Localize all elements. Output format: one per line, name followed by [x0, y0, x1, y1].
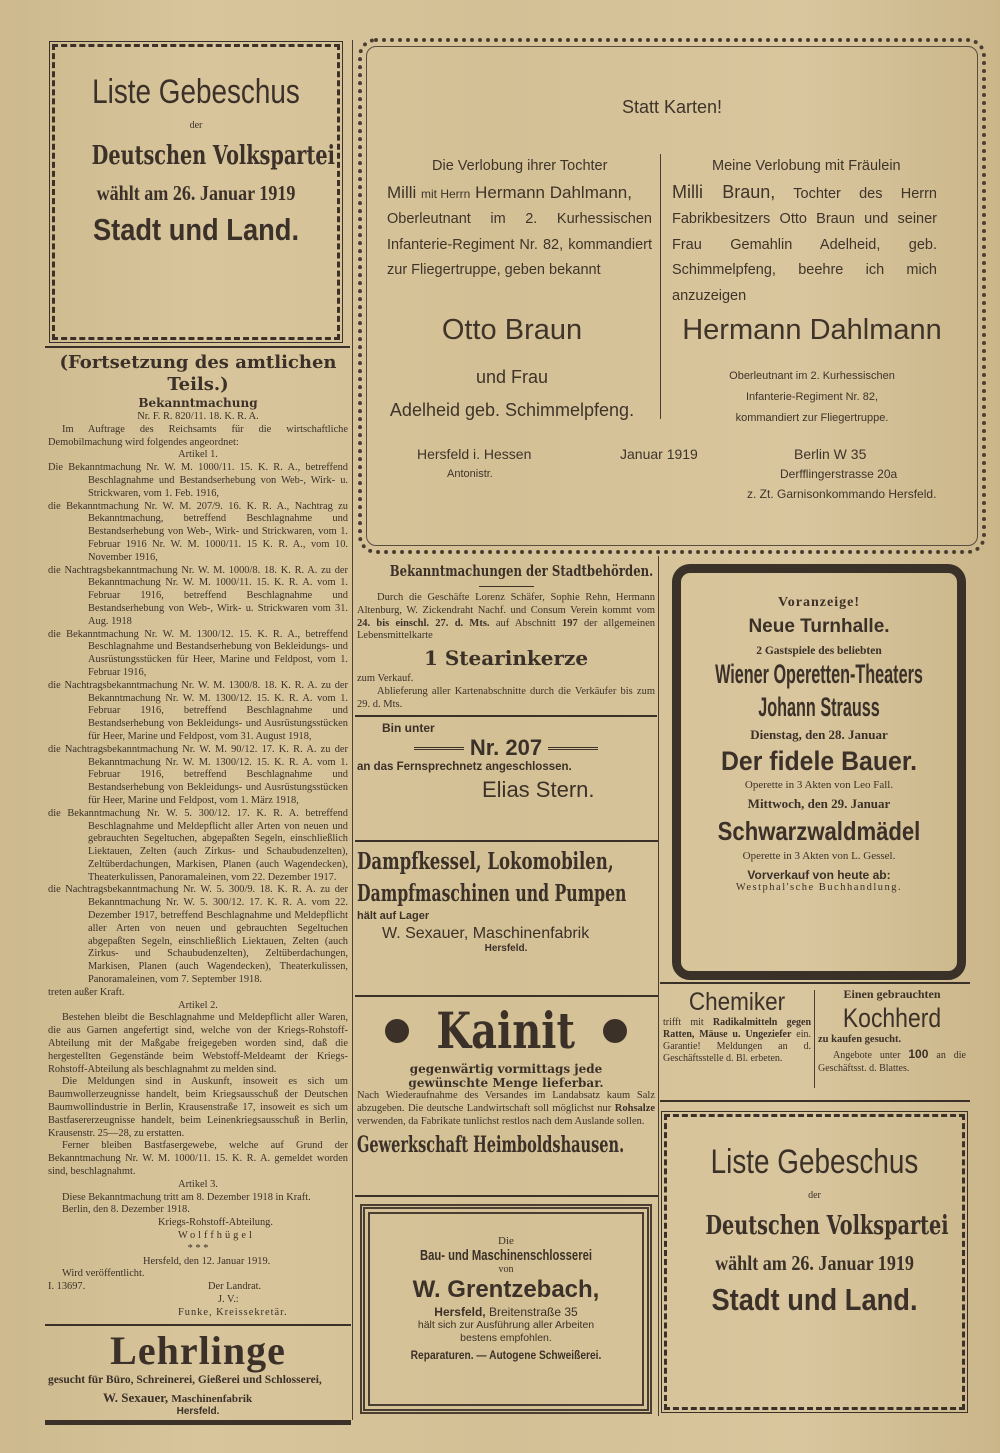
- grentze-services: Reparaturen. — Autogene Schweißerei.: [410, 1348, 602, 1362]
- grentze-name: W. Grentzebach,: [412, 1276, 600, 1303]
- groom-unit: kommandiert zur Fliegertruppe.: [735, 412, 889, 424]
- right-street: Derfflingerstrasse 20a: [780, 467, 898, 481]
- lehrlinge-title: Lehrlinge: [110, 1327, 286, 1373]
- mother-name: Adelheid geb. Schimmelpfeng.: [389, 400, 635, 420]
- double-rule-icon: [548, 747, 598, 750]
- lehrlinge-ad: [48, 1326, 348, 1417]
- left-street: Antonistr.: [447, 468, 493, 480]
- ad-party: Deutschen Volkspartei: [91, 141, 335, 171]
- left-column: [48, 352, 348, 1420]
- chemiker-text-a: trifft mit: [663, 1017, 704, 1028]
- middle-column-top: [357, 562, 655, 803]
- lehrlinge-gesucht: gesucht: [48, 1373, 86, 1386]
- kainit-text-b: verwenden, da Fabrikate tunlichst restlos nach dem Auslande sollen.: [357, 1115, 645, 1127]
- engagement-announcement: [358, 38, 986, 554]
- kochherd-intro: Einen gebrauchten: [843, 987, 941, 1001]
- grentze-die: Die: [498, 1235, 514, 1247]
- ad-der: der: [189, 120, 203, 131]
- kainit-rohsalze: Rohsalze: [614, 1102, 656, 1114]
- kainit-title: Kainit: [436, 1001, 576, 1061]
- article-1-item: die Bekanntmachung Nr. W. M. 207/9. 16. K. R. A., Nachtrag zu Bekanntmachung, betreffend Beschlagnahme und Bestandserhebung von Web-, Wirk- und Strickwaren, vom 1. Februar 1916 Nr. W. M. 1000/11. 15 K. R. A., vom 10. November 1916,: [48, 500, 348, 563]
- sexauer-city: Hersfeld.: [484, 943, 528, 954]
- divider: [355, 715, 657, 717]
- phone-ad: [357, 721, 655, 803]
- stadt-text: [357, 592, 655, 643]
- lehrlinge-firm-type: Maschinenfabrik: [171, 1392, 253, 1405]
- theatre-play-1-info: Operette in 3 Akten von Leo Fall.: [744, 779, 894, 791]
- engagement-left-text: [387, 154, 652, 284]
- sexauer-title-1: Dampfkessel, Lokomobilen,: [357, 848, 614, 875]
- theatre-presale: Vorverkauf von heute ab:: [747, 868, 891, 882]
- grentzebach-ad: [360, 1204, 652, 1414]
- grentze-text: hält sich zur Ausführung aller Arbeiten bestens empfohlen.: [417, 1319, 595, 1344]
- phone-text: an das Fernsprechnetz angeschlossen.: [357, 760, 572, 773]
- place-date: Berlin, den 8. Dezember 1918.: [62, 1204, 190, 1216]
- kochherd-sub: zu kaufen gesucht.: [818, 1034, 902, 1045]
- article-1-item: die Nachtragsbekanntmachung Nr. W. M. 1300/8. 18. K. R. A. zu der Bekanntmachung Nr. W. M. 1300/12. 15. K. R. A. vom 1. Februar 1916, betreffend Beschlagnahme und Bestandserhebung von Bekleidungs- und Ausrüstungsstücken für Heer, Marine und Feldpost, vom 31. August 1918,: [48, 679, 348, 742]
- divider: [355, 995, 658, 997]
- phone-owner: Elias Stern.: [482, 776, 595, 802]
- chemiker-text: [663, 1017, 811, 1065]
- left-place: Hersfeld i. Hessen: [417, 446, 532, 462]
- kochherd-ad: [818, 987, 966, 1075]
- article-2-heading: Artikel 2.: [178, 999, 218, 1011]
- stadt-text-a: Durch die Geschäfte Lorenz Schäfer, Sophie Rehn, Hermann Altenburg, W. Zickendraht Nachf. und Consum Verein kommt vom: [357, 592, 655, 616]
- ad-vote: wählt am 26. Januar 1919: [715, 1251, 914, 1275]
- grentze-title: Bau- und Maschinenschlosserei: [420, 1247, 592, 1264]
- kainit-text: [357, 1090, 655, 1128]
- stadt-notice: [357, 562, 655, 712]
- ad-der: der: [808, 1190, 821, 1201]
- engagement-heading: Statt Karten!: [621, 97, 723, 117]
- article-1-item: die Nachtragsbekanntmachung Nr. W. M. 90/12. 17. K. R. A. zu der Bekanntmachung Nr. W. M. 1300/12. 15. K. R. A. vom 1. Februar 1916, betreffend Beschlagnahme und Bestandserhebung von Bekleidungs- und Ausrüstungsstücken für Heer, Marine und Feldpost, vom 1. März 1918,: [48, 743, 348, 806]
- published-note: Wird veröffentlicht.: [62, 1268, 145, 1280]
- column-divider: [658, 556, 659, 1416]
- article-1-end: treten außer Kraft.: [48, 986, 125, 998]
- ad-vote: wählt am 26. Januar 1919: [96, 181, 296, 205]
- right-bride-name: Milli Braun,: [672, 181, 776, 202]
- theatre-venue: Neue Turnhalle.: [748, 616, 890, 637]
- article-2-paragraph: Die Meldungen sind in Auskunft, insoweit es sich um Baumwollerzeugnisse handelt, beim Kriegsausschuß der Deutschen Baumwollindustrie in Berlin, Krausenstraße 17, insoweit es sich um Bastfasererzeugnisse handelt, beim Leinenkriegsausschuß in Berlin, Krausenstr. 25—28, zu erstatten.: [48, 1076, 348, 1139]
- theatre-company-1: Wiener Operetten-Theaters: [715, 659, 923, 689]
- groom-details: [662, 366, 962, 429]
- groom-rank: Oberleutnant im 2. Kurhessischen: [729, 370, 895, 382]
- engagement-divider: [660, 154, 661, 419]
- hersfeld-date: Hersfeld, den 12. Januar 1919.: [143, 1255, 271, 1267]
- engagement-right-text: [672, 154, 937, 309]
- lehrlinge-text: für Büro, Schreinerei, Gießerei und Schlosserei,: [85, 1373, 322, 1386]
- article-1-item: die Nachtragsbekanntmachung Nr. W. M. 1000/8. 18. K. R. A. zu der Bekanntmachung Nr. W. M. 1000/11. 15. K. R. A. vom 1. Februar 1916, betreffend Beschlagnahme und Bestandserhebung von Web-, Wirk- u. Strickwaren vom 31. Aug. 1918: [48, 564, 348, 627]
- ad-title: Liste Gebeschus: [710, 1143, 919, 1181]
- right-text-1: Meine Verlobung mit Fräulein: [712, 158, 901, 174]
- article-1-item: Die Bekanntmachung Nr. W. M. 1000/11. 15. K. R. A., betreffend Beschlagnahme und Bestandserhebung von Web-, Wirk- u. Strickwaren, vom 1. Feb. 1916,: [48, 462, 348, 499]
- divider: [660, 982, 970, 984]
- divider: [45, 1420, 351, 1425]
- und-frau: und Frau: [475, 367, 549, 387]
- kochherd-text-a: Angebote unter: [833, 1050, 901, 1061]
- stadt-sale: zum Verkauf.: [357, 673, 414, 685]
- iv: J. V.:: [218, 1293, 239, 1305]
- stadt-delivery: Ablieferung aller Kartenabschnitte durch die Verkäufer bis zum 29. d. Mts.: [357, 685, 655, 710]
- clerk: Funke, Kreissekretär.: [178, 1306, 288, 1318]
- sexauer-firm-type: Maschinenfabrik: [472, 925, 590, 942]
- theatre-ad: [672, 564, 966, 980]
- stadt-item: 1 Stearinkerze: [423, 646, 589, 671]
- groom-regiment: Infanterie-Regiment Nr. 82,: [745, 391, 879, 403]
- sexauer-ad: [357, 846, 655, 954]
- stars: * * *: [187, 1242, 209, 1254]
- article-2-paragraph: Bestehen bleibt die Beschlagnahme und Meldepflicht aller Waren, die aus Garnen angefertigt sind, welche von der Kriegs-Rohstoff-Abteilung mit der Maßgabe freigegeben worden sind, daß die hergestellten Gegenstände beim Webstoff-Meldeamt der Kriegs-Rohstoff-Abteilung als beschlagnahmt zu melden sind.: [48, 1012, 348, 1075]
- official-notice: [48, 352, 348, 1320]
- liste-gebeschus-ad-bottom: [664, 1114, 965, 1410]
- divider: [355, 1195, 658, 1197]
- bullet-icon: [603, 1019, 627, 1043]
- stadt-dates: 24. bis einschl. 27. d. Mts.: [357, 617, 490, 629]
- stadt-text-e: der allgemeinen Lebensmittelkarte: [357, 617, 655, 642]
- grentze-von: von: [498, 1264, 514, 1275]
- ad-title: Liste Gebeschus: [92, 73, 300, 111]
- right-temp-address: z. Zt. Garnisonkommando Hersfeld.: [747, 487, 937, 501]
- article-1-item: die Bekanntmachung Nr. W. M. 1300/12. 15. K. R. A., betreffend Beschlagnahme und Bestandserhebung von Bekleidungs- und Ausrüstungsstücken für Heer, Marine und Feldpost, vom 1. Februar 1916,: [48, 628, 348, 678]
- divider: [355, 840, 658, 842]
- stadt-heading: Bekanntmachungen der Stadtbehörden.: [389, 562, 654, 580]
- left-text-2: Oberleutnant im 2. Kurhessischen Infanterie-Regiment Nr. 82, kommandiert zur Fliegertruppe, geben bekannt: [387, 211, 652, 278]
- article-1-item: die Bekanntmachung Nr. W. 5. 300/12. 17. K. R. A. betreffend Beschlagnahme und Meldepflicht aller Arten von neuen und gebrauchten Segeltuchen, abgepaßten Segeln, einschließlich Liektauen, Zelten (auch Zirkus- und Schaubudenzelten), Zeltüberdachungen, Markisen, Planen (auch Wagendecken), Theaterkulissen, Panoramaleinen, vom 22. Dezember 1917.: [48, 807, 348, 883]
- theatre-play-2-info: Operette in 3 Akten von L. Gessel.: [742, 850, 896, 862]
- notice-number: Nr. F. R. 820/11. 18. K. R. A.: [137, 411, 259, 422]
- article-3-text: Diese Bekanntmachung tritt am 8. Dezember 1918 in Kraft.: [62, 1191, 311, 1203]
- engagement-date: Januar 1919: [620, 446, 698, 462]
- reference-number: I. 13697.: [48, 1281, 86, 1293]
- phone-number: Nr. 207: [469, 734, 543, 760]
- theatre-play-1: Der fidele Bauer.: [720, 746, 918, 776]
- theatre-shop: Westphal'sche Buchhandlung.: [735, 882, 903, 893]
- article-3-heading: Artikel 3.: [178, 1178, 218, 1190]
- kochherd-title: Kochherd: [842, 1003, 942, 1033]
- chemiker-text-b: ein. Garantie! Meldungen an d. Geschäftsstelle d. Bl. erbeten.: [663, 1029, 812, 1064]
- theatre-day-1: Dienstag, den 28. Januar: [750, 727, 888, 742]
- notice-heading: (Fortsetzung des amtlichen Teils.): [59, 352, 337, 395]
- left-text-1: Die Verlobung ihrer Tochter: [432, 158, 608, 174]
- divider: [660, 1100, 970, 1102]
- article-2-paragraph: Ferner bleiben Bastfasergewebe, welche auf Grund der Bekanntmachung Nr. W. M. 1000/11. 15. K. R. A. gemeldet worden sind, beschlagnahmt.: [48, 1140, 348, 1178]
- bullet-icon: [385, 1019, 409, 1043]
- left-groom-name: Hermann Dahlmann,: [475, 182, 632, 202]
- theatre-day-2: Mittwoch, den 29. Januar: [747, 796, 891, 811]
- phone-intro: Bin unter: [382, 720, 435, 735]
- signer: Wolffhügel: [178, 1230, 255, 1241]
- stadt-text-c: auf Abschnitt: [495, 617, 556, 629]
- ad-slogan: Stadt und Land.: [92, 212, 300, 247]
- sexauer-stock: hält auf Lager: [357, 910, 430, 922]
- column-divider: [352, 40, 353, 1420]
- theatre-guest: 2 Gastspiele des beliebten: [756, 645, 882, 657]
- theatre-company-2: Johann Strauss: [758, 692, 880, 722]
- kochherd-text: [818, 1048, 966, 1075]
- ad-slogan: Stadt und Land.: [711, 1282, 918, 1317]
- groom-name: Hermann Dahlmann: [682, 314, 942, 346]
- theatre-pre: Voranzeige!: [777, 595, 861, 610]
- chemiker-bold: Radikalmitteln gegen Ratten, Mäuse u. Ungeziefer: [663, 1017, 812, 1040]
- parents-name: Otto Braun: [441, 314, 583, 346]
- authority: Kriegs-Rohstoff-Abteilung.: [158, 1217, 273, 1229]
- right-place: Berlin W 35: [794, 446, 867, 462]
- left-mit: mit Herrn: [421, 186, 471, 201]
- article-2-paragraphs: [48, 1012, 348, 1178]
- article-1-item: die Nachtragsbekanntmachung Nr. W. 5. 300/9. 18. K. R. A. zu der Bekanntmachung Nr. W. 5. 300/12. 17. K. R. A. vom 22. Dezember 1917, betreffend Beschlagnahme und Meldepflicht aller Arten von neuen und gebrauchten Segeltuchen abgepaßten Segeln, einschließlich Liektauen, Zelten (auch Zirkus- und Schaubudenzelten), Zeltüberdachungen, Markisen, Planen (auch Wagendecken), Theaterkulissen, Panoramaleinen, vom 7. September 1918.: [48, 884, 348, 986]
- lehrlinge-city: Hersfeld.: [176, 1405, 220, 1417]
- sexauer-title-2: Dampfmaschinen und Pumpen: [357, 880, 627, 907]
- kainit-ad: [357, 1000, 655, 1162]
- liste-gebeschus-ad-top: [52, 44, 340, 340]
- kainit-sub: gegenwärtig vormittags jede gewünschte Menge lieferbar.: [408, 1062, 604, 1090]
- sexauer-firm: W. Sexauer,: [382, 925, 469, 942]
- kainit-text-a: Nach Wiederaufnahme des Versandes im Landabsatz kaum Salz abzugeben. Die deutsche Landwirtschaft soll möglichst nur: [357, 1090, 655, 1114]
- article-1-items: [48, 462, 348, 987]
- grentze-address: Breitenstraße 35: [488, 1305, 578, 1319]
- theatre-play-2: Schwarzwaldmädel: [717, 816, 921, 846]
- notice-subheading: Bekanntmachung: [138, 396, 258, 410]
- article-1-heading: Artikel 1.: [178, 449, 218, 461]
- kochherd-text-b: an die Geschäftsst. d. Blattes.: [818, 1050, 966, 1074]
- double-rule-icon: [414, 747, 464, 750]
- notice-intro: Im Auftrage des Reichsamts für die wirtschaftliche Demobilmachung wird folgendes angeordnet:: [48, 423, 348, 448]
- chemiker-title: Chemiker: [688, 988, 786, 1016]
- grentze-city: Hersfeld,: [434, 1305, 486, 1319]
- divider: [814, 990, 815, 1088]
- kochherd-box-number: 100: [908, 1047, 929, 1061]
- landrat: Der Landrat.: [208, 1281, 262, 1293]
- left-milli: Milli: [387, 182, 417, 202]
- right-text-2: Tochter des Herrn Fabrikbesitzers Otto Braun und seiner Frau Gemahlin Adelheid, geb. Schimmelpfeng, beehre ich mich anzuzeigen: [672, 185, 937, 304]
- ad-party: Deutschen Volkspartei: [705, 1211, 949, 1241]
- divider: [479, 586, 534, 587]
- stadt-coupon: 197: [562, 617, 578, 629]
- divider: [45, 346, 350, 348]
- kainit-company: Gewerkschaft Heimboldshausen.: [357, 1132, 625, 1159]
- chemiker-ad: [663, 987, 811, 1065]
- lehrlinge-firm: W. Sexauer,: [103, 1389, 169, 1405]
